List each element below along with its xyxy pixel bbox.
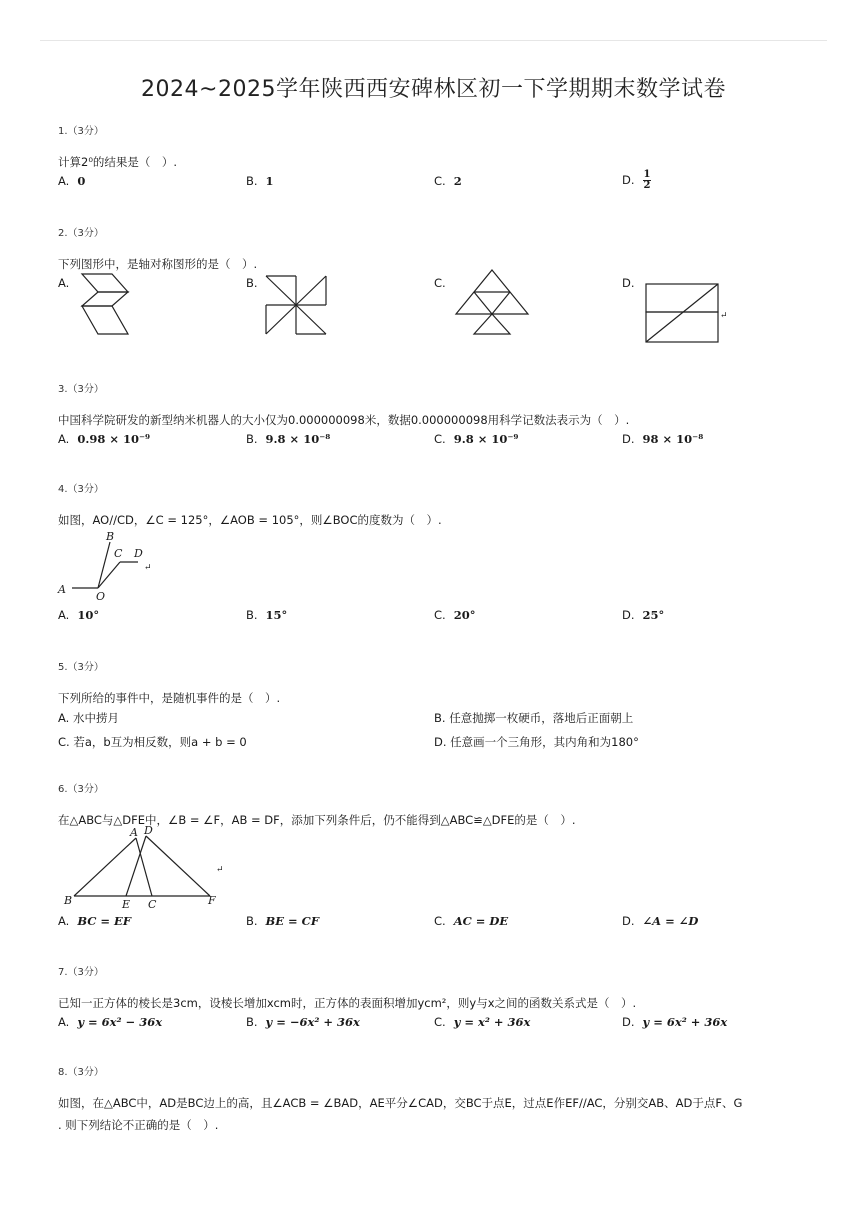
option-a: A. y = 6x² − 36x [58,1015,163,1029]
option-a: A. 水中捞月 [58,711,119,725]
options-row-1 [58,710,827,730]
question-stem: 下列所给的事件中，是随机事件的是（ ）. [58,691,281,705]
option-b: B. [246,276,258,290]
option-a: A. 0.98 × 10⁻⁹ [58,432,151,446]
label-b: B [106,530,115,543]
option-c: C. 若a，b互为相反数，则a + b = 0 [58,735,247,749]
option-d: D. 25° [622,608,665,622]
question-stem-continued: . 则下列结论不正确的是（ ）. [58,1118,219,1132]
options [58,914,827,934]
option-b: B. y = −6x² + 36x [246,1015,360,1029]
label-a: A [58,583,66,596]
question-stem: 如图，AO//CD，∠C = 125°，∠AOB = 105°，则∠BOC的度数为（ ）. [58,513,442,527]
fraction-one-half: $\frac{1}{2}$ [643,169,651,191]
label-f: F [208,894,216,907]
option-d: D. $\frac{1}{2}$ [622,169,651,191]
option-b: B. 15° [246,608,288,622]
option-d: D. [622,276,635,290]
figure-2a-parallelograms [70,270,140,342]
option-c: C. y = x² + 36x [434,1015,531,1029]
return-mark: ↵ [144,563,152,573]
question-number: 6.（3分） [58,784,104,795]
label-d: D [134,547,143,560]
option-c: C. 20° [434,608,476,622]
figure-2b-pinwheel [262,272,332,338]
label-c: C [148,898,157,911]
question-8 [58,1063,827,1135]
label-c: C [114,547,123,560]
option-d: D. 任意画一个三角形，其内角和为180° [434,735,639,749]
label-a: A [130,826,138,839]
question-5 [58,658,827,754]
option-b: B. 9.8 × 10⁻⁸ [246,432,331,446]
question-number: 8.（3分） [58,1067,104,1078]
question-number: 3.（3分） [58,384,104,395]
page-title: 2024~2025学年陕西西安碑林区初一下学期期末数学试卷 [141,77,726,102]
option-c: C. [434,276,446,290]
option-b: B. 任意抛掷一枚硬币，落地后正面朝上 [434,711,634,725]
question-stem: 在△ABC与△DFE中，∠B = ∠F，AB = DF，添加下列条件后，仍不能得到△ABC≌△DFE的是（ ）. [58,813,576,827]
question-stem: 如图，在△ABC中，AD是BC边上的高，且∠ACB = ∠BAD，AE平分∠CAD，交BC于点E，过点E作EF//AC，分别交AB、AD于点F、G [58,1096,743,1110]
option-d: D. ∠A = ∠D [622,914,699,928]
option-a: A. 0 [58,174,86,188]
option-b: B. 1 [246,174,274,188]
question-6-options [58,912,827,934]
question-1 [58,122,827,194]
question-stem: 计算2⁰的结果是（ ）. [58,155,178,169]
option-a: A. [58,276,70,290]
question-4-options [58,606,827,628]
label-o: O [96,590,106,602]
question-4 [58,480,827,530]
label-d: D [144,824,153,837]
question-number: 2.（3分） [58,228,104,239]
option-c: C. 2 [434,174,462,188]
label-e: E [122,898,131,911]
options-row-2 [58,734,827,754]
options [58,1015,827,1035]
question-6 [58,780,827,830]
question-7 [58,963,827,1035]
question-number: 7.（3分） [58,967,104,978]
figure-2c-triangles [452,268,532,336]
option-d: D. 98 × 10⁻⁸ [622,432,704,446]
option-c: C. 9.8 × 10⁻⁹ [434,432,519,446]
figure-6-triangles [60,824,230,912]
return-mark: ↵ [720,311,728,321]
figure-4-angles [56,530,156,602]
option-d: D. y = 6x² + 36x [622,1015,728,1029]
question-stem: 中国科学院研发的新型纳米机器人的大小仅为0.000000098米，数据0.000000098用科学记数法表示为（ ）. [58,413,630,427]
options [58,608,827,628]
option-a: A. BC = EF [58,914,131,928]
question-number: 4.（3分） [58,484,104,495]
option-a: A. 10° [58,608,100,622]
return-mark: ↵ [216,865,224,875]
option-c: C. AC = DE [434,914,509,928]
options [58,432,827,452]
figure-2d-z-shape [640,280,730,346]
options [58,169,827,194]
option-b: B. BE = CF [246,914,319,928]
top-divider [40,40,827,41]
question-number: 5.（3分） [58,662,104,673]
question-number: 1.（3分） [58,126,104,137]
question-3 [58,380,827,452]
label-b: B [64,894,73,907]
question-stem: 已知一正方体的棱长是3cm，设棱长增加xcm时，正方体的表面积增加ycm²，则y与x之间的函数关系式是（ ）. [58,996,637,1010]
question-stem: 下列图形中，是轴对称图形的是（ ）. [58,257,258,271]
